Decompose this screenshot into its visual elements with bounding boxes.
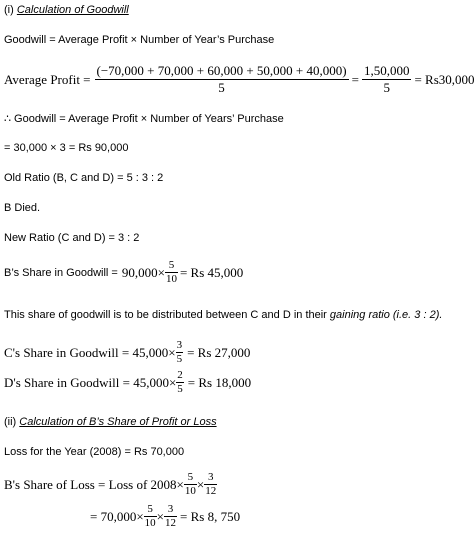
d-share-numerator: 2 — [176, 369, 184, 383]
times-sign: × — [196, 476, 205, 492]
b-loss-fraction-2 — [204, 471, 217, 498]
times-sign: × — [156, 508, 165, 524]
b-share-expression: 90,000× — [121, 264, 165, 280]
average-profit-label: Average Profit = — [4, 71, 91, 87]
c-share-result: = Rs 27,000 — [187, 344, 251, 360]
b-loss-calc-fraction-2 — [164, 503, 177, 530]
total-profit-fraction — [362, 63, 412, 97]
b-share-goodwill — [4, 259, 243, 286]
b-died: B Died. — [4, 202, 41, 214]
old-ratio: Old Ratio (B, C and D) = 5 : 3 : 2 — [4, 172, 164, 184]
d-share-result: = Rs 18,000 — [187, 374, 252, 390]
c-share-goodwill — [4, 339, 250, 366]
d-share-label: D's Share in Goodwill = 45,000× — [4, 374, 177, 390]
section-2-title: Calculation of B’s Share of Profit or Loss — [19, 416, 217, 428]
average-profit-denominator: 5 — [218, 80, 225, 96]
b-share-denominator: 10 — [165, 273, 177, 286]
loss-for-year: Loss for the Year (2008) = Rs 70,000 — [4, 446, 185, 458]
c-share-numerator: 3 — [176, 339, 184, 353]
c-share-fraction — [176, 339, 184, 366]
b-loss-calc-fraction-1-denominator: 10 — [144, 517, 156, 530]
total-profit-numerator: 1,50,000 — [362, 63, 412, 80]
b-loss-calc-fraction-1 — [144, 503, 157, 530]
b-share-label: B’s Share in Goodwill = — [4, 266, 118, 279]
distribution-note — [4, 309, 442, 321]
goodwill-calculation: = 30,000 × 3 = Rs 90,000 — [4, 142, 129, 154]
b-loss-fraction-1-denominator: 10 — [184, 485, 196, 498]
goodwill-formula: Goodwill = Average Profit × Number of Year’s Purchase — [4, 34, 275, 46]
b-loss-fraction-2-numerator: 3 — [204, 471, 217, 485]
b-loss-fraction-2-denominator: 12 — [205, 485, 217, 498]
b-loss-calc-fraction-1-numerator: 5 — [144, 503, 157, 517]
equals-sign: = — [351, 71, 359, 87]
section-1-title: Calculation of Goodwill — [16, 4, 129, 16]
average-profit-equation — [4, 63, 475, 97]
c-share-denominator: 5 — [176, 353, 183, 366]
b-loss-calc-fraction-2-numerator: 3 — [164, 503, 177, 517]
average-profit-numerator: (−70,000 + 70,000 + 60,000 + 50,000 + 40,000) — [95, 63, 349, 80]
b-loss-fraction-1 — [184, 471, 197, 498]
b-loss-calc-prefix: = 70,000× — [90, 508, 144, 524]
distribution-text: This share of goodwill is to be distributed between C and D in their — [4, 309, 327, 321]
b-share-numerator: 5 — [165, 259, 178, 273]
average-profit-fraction — [95, 63, 349, 97]
section-1-label: (i) — [4, 4, 14, 16]
b-loss-result: = Rs 8, 750 — [180, 508, 241, 524]
gaining-ratio-text: gaining ratio (i.e. 3 : 2). — [329, 309, 443, 321]
b-share-fraction — [165, 259, 178, 286]
c-share-label: C's Share in Goodwill = 45,000× — [4, 344, 176, 360]
b-loss-label: B's Share of Loss = Loss of 2008× — [4, 476, 184, 492]
average-profit-result: = Rs30,000 — [414, 71, 475, 87]
d-share-denominator: 5 — [177, 383, 183, 396]
b-loss-calculation — [90, 503, 240, 530]
b-share-loss — [4, 471, 217, 498]
b-loss-calc-fraction-2-denominator: 12 — [165, 517, 177, 530]
therefore-formula: ∴ Goodwill = Average Profit × Number of Years’ Purchase — [4, 113, 284, 125]
b-loss-fraction-1-numerator: 5 — [184, 471, 197, 485]
d-share-fraction — [176, 369, 184, 396]
b-share-result: = Rs 45,000 — [179, 264, 244, 280]
section-1-heading — [4, 4, 129, 16]
total-profit-denominator: 5 — [383, 80, 390, 96]
new-ratio: New Ratio (C and D) = 3 : 2 — [4, 232, 140, 244]
d-share-goodwill — [4, 369, 251, 396]
section-2-heading — [4, 416, 217, 428]
section-2-label: (ii) — [4, 416, 17, 428]
